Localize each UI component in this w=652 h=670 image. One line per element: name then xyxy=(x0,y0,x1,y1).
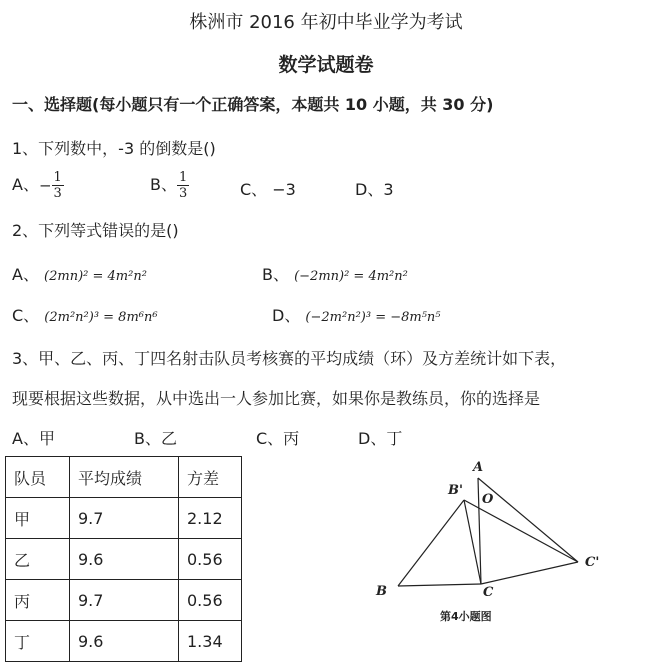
table-cell: 0.56 xyxy=(179,539,242,580)
q2-option-d-label: D、 xyxy=(272,306,301,325)
table-cell: 9.6 xyxy=(70,621,179,662)
q3-option-c: C、丙 xyxy=(256,429,300,448)
segment-c-cprime xyxy=(481,562,578,584)
table-cell: 甲 xyxy=(6,498,70,539)
q2-option-a-label: A、 xyxy=(12,265,39,284)
q2-option-a-expression: (2mn)² = 4m²n² xyxy=(44,269,147,284)
q1-option-b-denominator: 3 xyxy=(178,186,188,201)
q1-option-b-label: B、 xyxy=(150,175,177,194)
table-header-cell: 方差 xyxy=(179,457,242,498)
figure-label-cprime: C' xyxy=(585,555,600,570)
section-heading: 一、选择题(每小题只有一个正确答案，本题共 10 小题，共 30 分) xyxy=(12,95,494,114)
q3-option-d: D、丁 xyxy=(358,429,403,448)
table-cell: 9.7 xyxy=(70,580,179,621)
q3-stem-line2: 现要根据这些数据，从中选出一人参加比赛，如果你是教练员，你的选择是 xyxy=(12,389,541,408)
segment-bprime-cprime xyxy=(464,500,578,562)
q1-stem: 1、下列数中，-3 的倒数是() xyxy=(12,139,216,158)
exam-subtitle: 数学试题卷 xyxy=(278,54,374,76)
table-cell: 9.6 xyxy=(70,539,179,580)
table-cell: 0.56 xyxy=(179,580,242,621)
segment-b-bprime xyxy=(398,500,464,586)
q2-stem: 2、下列等式错误的是() xyxy=(12,221,179,240)
segment-a-cprime xyxy=(478,478,578,562)
q2-option-b-label: B、 xyxy=(262,265,289,284)
table-header-cell: 平均成绩 xyxy=(70,457,179,498)
segment-a-c xyxy=(478,478,481,584)
table-cell: 1.34 xyxy=(179,621,242,662)
segment-b-c xyxy=(398,584,481,586)
q2-option-d-expression: (−2m²n²)³ = −8m⁵n⁵ xyxy=(305,310,441,325)
q1-option-c: C、 −3 xyxy=(240,180,296,199)
q1-option-a-numerator: 1 xyxy=(53,170,62,185)
figure-label-b: B xyxy=(376,584,387,599)
figure-label-bprime: B' xyxy=(448,483,463,498)
table-cell: 丙 xyxy=(6,580,70,621)
figure-label-a: A xyxy=(473,460,484,475)
q3-option-b: B、乙 xyxy=(134,429,177,448)
q2-option-c-expression: (2m²n²)³ = 8m⁶n⁶ xyxy=(44,310,158,325)
figure-label-o: O xyxy=(482,492,494,507)
q1-option-a-sign: − xyxy=(38,176,52,195)
q3-option-a: A、甲 xyxy=(12,429,55,448)
table-header-cell: 队员 xyxy=(6,457,70,498)
table-cell: 9.7 xyxy=(70,498,179,539)
exam-title: 株洲市 2016 年初中毕业学为考试 xyxy=(189,12,463,33)
table-cell: 乙 xyxy=(6,539,70,580)
q1-option-a-label: A、 xyxy=(12,175,39,194)
q2-option-b-expression: (−2mn)² = 4m²n² xyxy=(294,269,408,284)
figure-label-c: C xyxy=(483,585,494,600)
q2-option-c-label: C、 xyxy=(12,306,40,325)
q1-option-d: D、3 xyxy=(355,180,394,199)
figure-caption: 第4小题图 xyxy=(440,610,492,623)
q3-stem-line1: 3、甲、乙、丙、丁四名射击队员考核赛的平均成绩（环）及方差统计如下表， xyxy=(12,349,567,368)
q1-option-b-numerator: 1 xyxy=(178,170,188,185)
table-cell: 2.12 xyxy=(179,498,242,539)
table-cell: 丁 xyxy=(6,621,70,662)
q1-option-a-denominator: 3 xyxy=(53,186,62,201)
